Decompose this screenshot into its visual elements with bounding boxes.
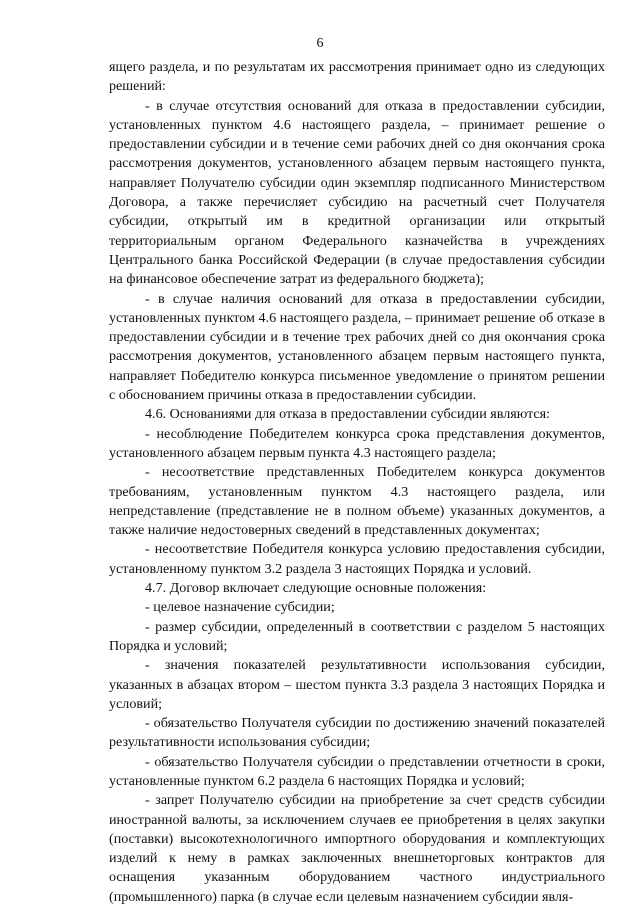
paragraph: - размер субсидии, определенный в соответствии с разделом 5 настоящих Порядка и условий; <box>109 618 605 654</box>
page-number: 6 <box>316 36 324 51</box>
paragraph: - обязательство Получателя субсидии по достижению значений показателей результативности использования субсидии; <box>109 715 605 751</box>
paragraph: - целевое назначение субсидии; <box>145 599 335 616</box>
paragraph: - в случае наличия оснований для отказа в предоставлении субсидии, установленных пунктом 4.6 настоящего раздела, – принимает решение об отказе в предоставлении субсидии и в течение трех рабочих дней со дня окончания срока рассмотрения документов, установленного абзацем первым настоящего пункта, направляет Победителю конкурса письменное уведомление о принятом решении с обоснованием причины отказа в предоставлении субсидии. <box>109 290 605 404</box>
paragraph: ящего раздела, и по результатам их рассмотрения принимает одно из следующих решений: <box>109 59 605 95</box>
paragraph: - в случае отсутствия оснований для отказа в предоставлении субсидии, установленных пунктом 4.6 настоящего раздела, – принимает решение о предоставлении субсидии и в течение семи рабочих дней со дня окончания срока рассмотрения документов, установленного абзацем первым настоящего пункта, направляет Получателю субсидии один экземпляр подписанного Министерством Договора, а также перечисляет субсидию на расчетный счет Получателя субсидии, открытый им в кредитной организации или открытый территориальным органом Федерального казначейства в учреждениях Центрального банка Российской Федерации (в случае предоставления субсидии на финансовое обеспечение затрат из федерального бюджета); <box>109 97 605 288</box>
paragraph: - значения показателей результативности использования субсидии, указанных в абзацах втором – шестом пункта 3.3 раздела 3 настоящих Порядка и условий; <box>109 657 605 712</box>
paragraph: 4.7. Договор включает следующие основные положения: <box>145 580 487 597</box>
paragraph: - несоответствие Победителя конкурса условию предоставления субсидии, установленному пунктом 3.2 раздела 3 настоящих Порядка и условий. <box>109 541 605 577</box>
document-body <box>109 58 605 907</box>
paragraph: - несоответствие представленных Победителем конкурса документов требованиям, установленным пунктом 4.3 настоящего раздела, или непредставление (представление не в полном объеме) указанных документов, а также наличие недостоверных сведений в представленных документах; <box>109 464 605 539</box>
paragraph: - обязательство Получателя субсидии о представлении отчетности в сроки, установленные пунктом 6.2 раздела 6 настоящих Порядка и условий; <box>109 753 605 789</box>
paragraph: - несоблюдение Победителем конкурса срока представления документов, установленного абзацем первым пункта 4.3 настоящего раздела; <box>109 425 605 461</box>
paragraph: 4.6. Основаниями для отказа в предоставлении субсидии являются: <box>145 406 551 423</box>
paragraph: - запрет Получателю субсидии на приобретение за счет средств субсидии иностранной валюты, за исключением случаев ее приобретения в целях закупки (поставки) высокотехнологичного импортного оборудования и комплектующих изделий к нему в рамках заключенных внешнеторговых контрактов для оснащения указанным оборудованием частного индустриального (промышленного) парка (в случае если целевым назначением субсидии явля- <box>109 792 605 905</box>
